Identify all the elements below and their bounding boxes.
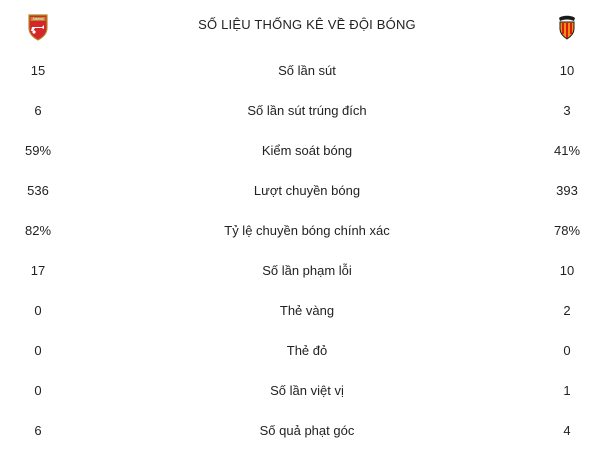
stat-row-shots: 15 Số lần sút 10 xyxy=(0,50,614,90)
stat-label: Số lần phạm lỗi xyxy=(262,263,352,278)
arsenal-crest-text: Arsenal xyxy=(32,17,44,22)
stat-row-shots-on-target: 6 Số lần sút trúng đích 3 xyxy=(0,90,614,130)
stat-row-possession: 59% Kiểm soát bóng 41% xyxy=(0,130,614,170)
stat-row-passes: 536 Lượt chuyền bóng 393 xyxy=(0,170,614,210)
stat-row-yellow-cards: 0 Thẻ vàng 2 xyxy=(0,290,614,330)
stat-row-pass-accuracy: 82% Tỷ lệ chuyền bóng chính xác 78% xyxy=(0,210,614,250)
page-title: SỐ LIỆU THỐNG KÊ VỀ ĐỘI BÓNG xyxy=(198,17,416,32)
stat-label: Số lần việt vị xyxy=(270,383,344,398)
stats-list xyxy=(0,50,614,450)
stat-label: Tỷ lệ chuyền bóng chính xác xyxy=(224,223,390,238)
stat-label: Thẻ đỏ xyxy=(286,343,328,358)
stat-row-red-cards: 0 Thẻ đỏ 0 xyxy=(0,330,614,370)
stat-row-corners: 6 Số quả phạt góc 4 xyxy=(0,410,614,450)
stat-label: Số quả phạt góc xyxy=(259,423,355,438)
stat-label: Lượt chuyền bóng xyxy=(253,183,361,198)
stat-label: Số lần sút xyxy=(278,63,336,78)
stat-label: Thẻ vàng xyxy=(279,303,335,318)
stat-label: Số lần sút trúng đích xyxy=(247,103,367,118)
stat-label: Kiểm soát bóng xyxy=(261,143,353,158)
stats-header xyxy=(0,0,614,50)
stat-row-fouls: 17 Số lần phạm lỗi 10 xyxy=(0,250,614,290)
stat-row-offsides: 0 Số lần việt vị 1 xyxy=(0,370,614,410)
valencia-crest-icon xyxy=(556,13,578,41)
